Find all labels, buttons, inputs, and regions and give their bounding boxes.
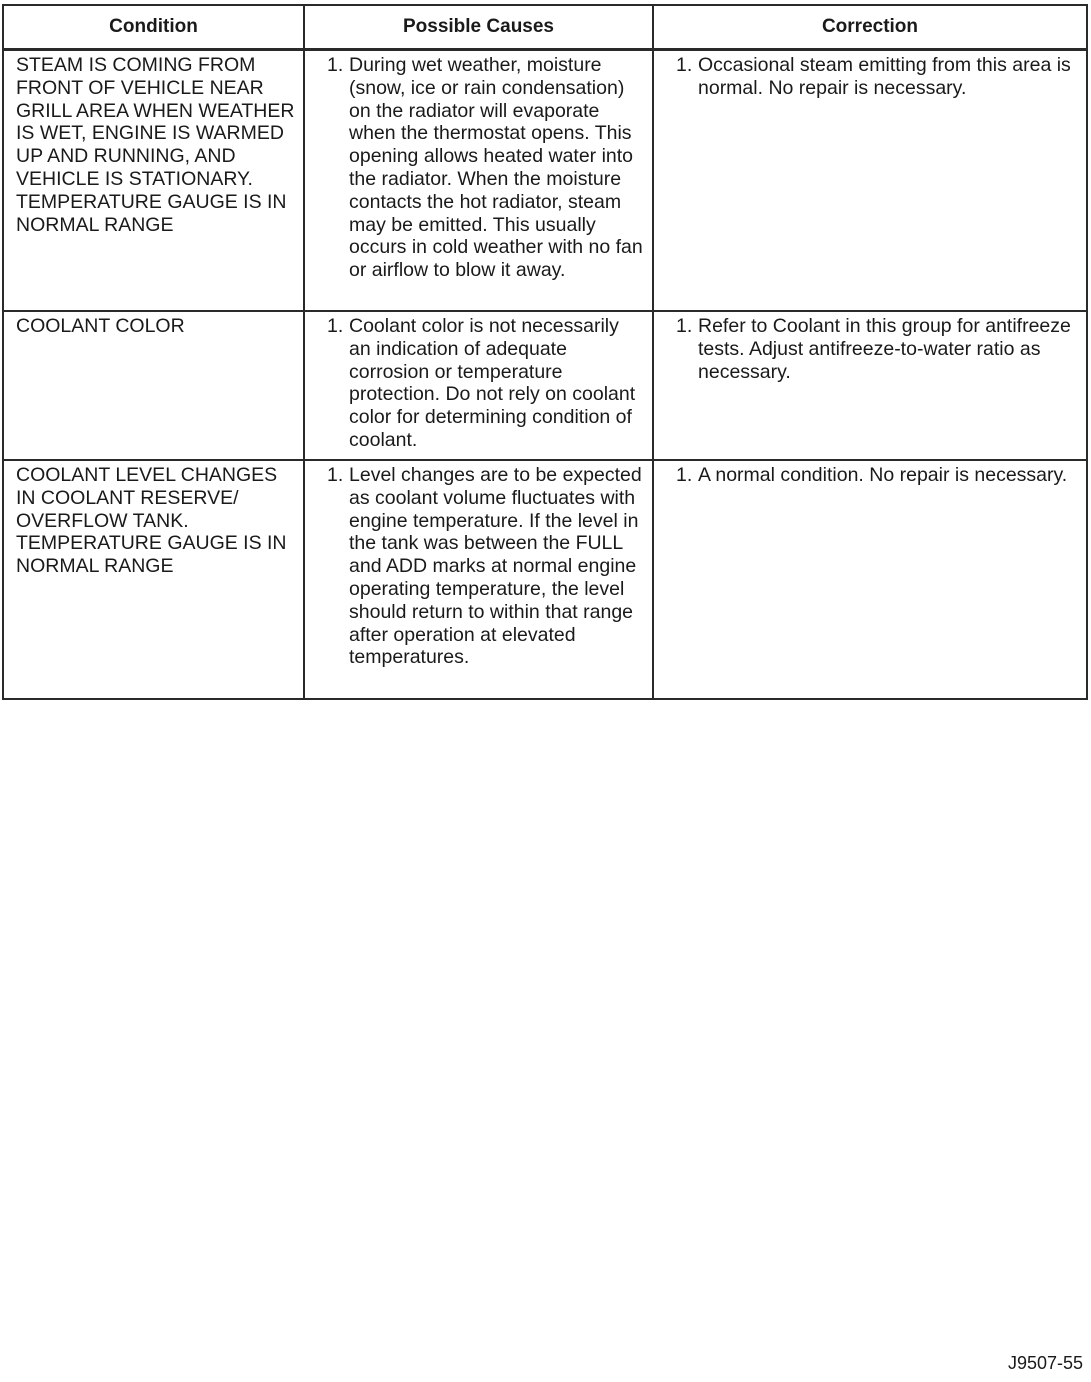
correction-text: Occasional steam emitting from this area is normal. No repair is necessary.	[698, 54, 1071, 99]
correction-cell	[653, 460, 1087, 699]
possible-cause-cell	[304, 311, 653, 460]
cause-text: Coolant color is not necessarily an indication of adequate corrosion or temperature protection. Do not rely on coolant color for determining condition of coolant.	[349, 315, 636, 451]
cause-number: 1.	[327, 315, 344, 337]
table-row	[3, 50, 1087, 312]
possible-cause-cell	[304, 460, 653, 699]
header-possible-causes: Possible Causes	[304, 5, 653, 50]
condition-cell: COOLANT LEVEL CHANGES IN COOLANT RESERVE/ OVERFLOW TANK. TEMPERATURE GAUGE IS IN NORMAL RANGE	[3, 460, 304, 699]
correction-text: Refer to Coolant in this group for antifreeze tests. Adjust antifreeze-to-water ratio as necessary.	[698, 315, 1071, 383]
correction-cell	[653, 50, 1087, 312]
cause-number: 1.	[327, 464, 344, 486]
header-row	[3, 5, 1087, 50]
header-condition: Condition	[3, 5, 304, 50]
correction-number: 1.	[676, 464, 693, 486]
possible-cause-cell	[304, 50, 653, 312]
diagnosis-table	[2, 4, 1088, 700]
table-row	[3, 460, 1087, 699]
figure-id: J9507-55	[1007, 1353, 1083, 1373]
correction-number: 1.	[676, 54, 693, 76]
cause-text: Level changes are to be expected as coolant volume fluctuates with engine temperature. If the level in the tank was between the FULL and ADD marks at normal engine operating temperature, the level should return to within that range after operation at elevated temperatures.	[349, 464, 642, 669]
cause-text: During wet weather, moisture (snow, ice or rain condensation) on the radiator will evaporate when the thermostat opens. This opening allows heated water into the radiator. When the moisture contacts the hot radiator, steam may be emitted. This usually occurs in cold weather with no fan or airflow to blow it away.	[349, 54, 643, 282]
correction-number: 1.	[676, 315, 693, 337]
condition-cell: COOLANT COLOR	[3, 311, 304, 460]
correction-cell	[653, 311, 1087, 460]
table-row	[3, 311, 1087, 460]
header-correction: Correction	[653, 5, 1087, 50]
correction-text: A normal condition. No repair is necessary.	[698, 464, 1068, 486]
condition-cell: STEAM IS COMING FROM FRONT OF VEHICLE NEAR GRILL AREA WHEN WEATHER IS WET, ENGINE IS WARMED UP AND RUNNING, AND VEHICLE IS STATIONARY. TEMPERATURE GAUGE IS IN NORMAL RANGE	[3, 50, 304, 312]
cause-number: 1.	[327, 54, 344, 76]
